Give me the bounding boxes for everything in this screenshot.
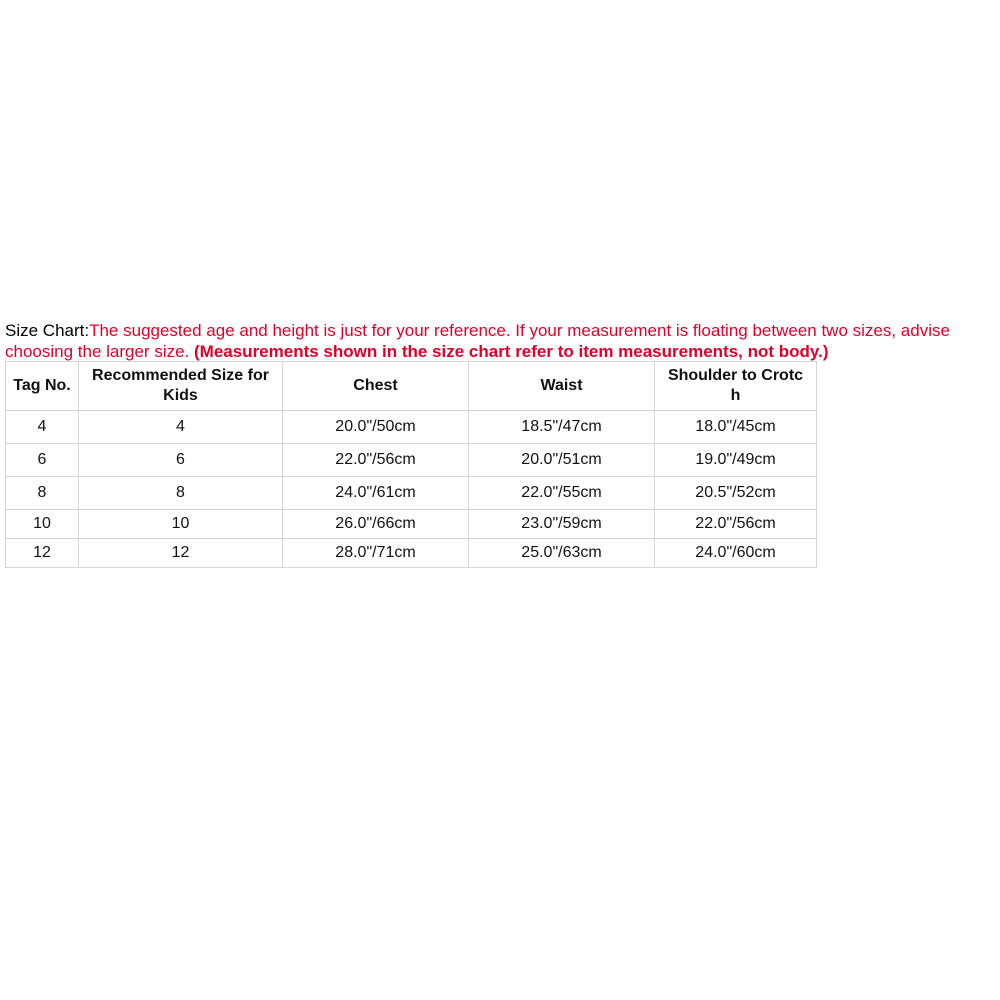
header-recommended-line1: Recommended Size for bbox=[92, 367, 269, 384]
table-header-row bbox=[6, 362, 817, 411]
cell-tag: 12 bbox=[6, 539, 79, 568]
table-row bbox=[6, 539, 817, 568]
cell-chest: 28.0"/71cm bbox=[283, 539, 469, 568]
cell-chest: 26.0"/66cm bbox=[283, 510, 469, 539]
cell-chest: 22.0"/56cm bbox=[283, 444, 469, 477]
cell-shoulder: 22.0"/56cm bbox=[655, 510, 817, 539]
cell-tag: 10 bbox=[6, 510, 79, 539]
size-chart-intro bbox=[5, 320, 990, 362]
cell-chest: 24.0"/61cm bbox=[283, 477, 469, 510]
cell-waist: 20.0"/51cm bbox=[469, 444, 655, 477]
cell-recommended: 12 bbox=[79, 539, 283, 568]
table-row bbox=[6, 444, 817, 477]
cell-waist: 18.5"/47cm bbox=[469, 411, 655, 444]
header-tag-no: Tag No. bbox=[6, 362, 79, 411]
cell-shoulder: 19.0"/49cm bbox=[655, 444, 817, 477]
cell-shoulder: 18.0"/45cm bbox=[655, 411, 817, 444]
header-recommended-size bbox=[79, 362, 283, 411]
cell-recommended: 6 bbox=[79, 444, 283, 477]
size-advice-note: The suggested age and height is just for your reference. If your measurement is floating between two sizes, advise choosing the larger size. bbox=[5, 321, 950, 361]
cell-tag: 4 bbox=[6, 411, 79, 444]
header-shoulder-line2: h bbox=[730, 387, 741, 404]
cell-waist: 22.0"/55cm bbox=[469, 477, 655, 510]
cell-waist: 25.0"/63cm bbox=[469, 539, 655, 568]
header-waist: Waist bbox=[469, 362, 655, 411]
table-row bbox=[6, 411, 817, 444]
cell-recommended: 4 bbox=[79, 411, 283, 444]
header-chest: Chest bbox=[283, 362, 469, 411]
cell-shoulder: 24.0"/60cm bbox=[655, 539, 817, 568]
cell-shoulder: 20.5"/52cm bbox=[655, 477, 817, 510]
table-row bbox=[6, 477, 817, 510]
size-chart-label: Size Chart: bbox=[5, 321, 90, 340]
cell-recommended: 8 bbox=[79, 477, 283, 510]
cell-recommended: 10 bbox=[79, 510, 283, 539]
measurement-disclaimer: (Measurements shown in the size chart refer to item measurements, not body.) bbox=[194, 342, 829, 361]
cell-tag: 6 bbox=[6, 444, 79, 477]
cell-waist: 23.0"/59cm bbox=[469, 510, 655, 539]
size-chart-table bbox=[5, 361, 817, 568]
header-shoulder-line1: Shoulder to Crotc bbox=[667, 367, 804, 384]
header-recommended-line2: Kids bbox=[163, 387, 198, 404]
table-row bbox=[6, 510, 817, 539]
header-shoulder-to-crotch bbox=[655, 362, 817, 411]
cell-chest: 20.0"/50cm bbox=[283, 411, 469, 444]
cell-tag: 8 bbox=[6, 477, 79, 510]
